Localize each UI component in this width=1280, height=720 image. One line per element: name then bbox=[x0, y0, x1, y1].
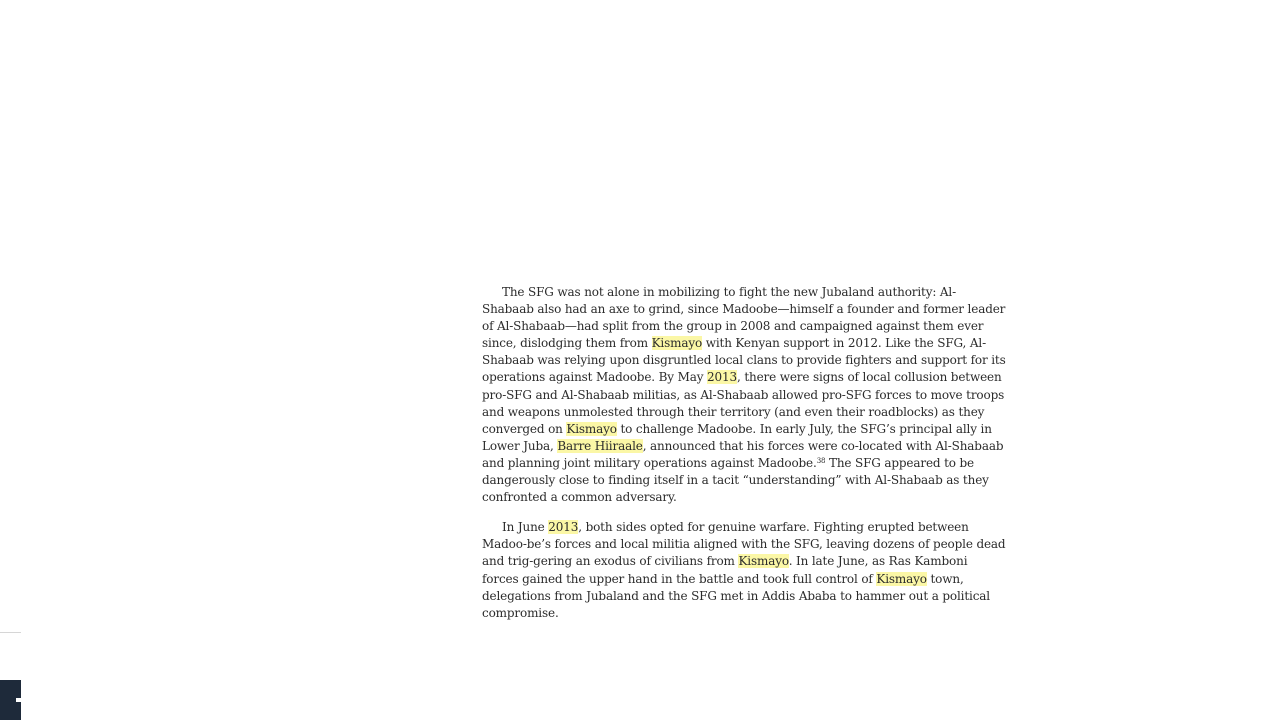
text-segment: to challenge Madoobe. In early July, the SFG’s principal ally in Lower Juba, bbox=[482, 421, 992, 453]
search-highlight[interactable]: Kismayo bbox=[651, 336, 703, 351]
search-highlight[interactable]: 2013 bbox=[707, 370, 737, 385]
text-segment: , both sides opted for genuine warfare. Fighting erupted between Madoo-be’s forces and local militia aligned with the SFG, leaving dozens of people dead and trig-gering an exodus of civilians from bbox=[482, 520, 1006, 569]
text-segment: . In late June, as Ras Kamboni forces gained the upper hand in the battle and took full control of bbox=[482, 554, 968, 586]
panel-icon bbox=[16, 698, 21, 702]
text-segment: The SFG was not alone in mobilizing to fight the new Jubaland authority: Al-Shabaab also had an axe to grind, since Madoobe—himself a founder and former leader of Al-Shabaab—had split from the group in 2008 and campaigned against them ever since, dislodging them from bbox=[482, 285, 1006, 351]
search-highlight[interactable]: 2013 bbox=[548, 520, 579, 535]
text-segment: town, delegations from Jubaland and the SFG met in Addis Ababa to hammer out a political compromise. bbox=[482, 571, 990, 620]
side-panel-toggle[interactable] bbox=[0, 680, 21, 720]
document-page bbox=[482, 284, 1006, 635]
text-segment: , there were signs of local collusion between pro-SFG and Al-Shabaab militias, as Al-Shabaab allowed pro-SFG forces to move troops and weapons unmolested through their territory (and even their roadblocks) as they converged on bbox=[482, 370, 1005, 436]
search-highlight[interactable]: Kismayo bbox=[738, 554, 789, 569]
text-segment: with Kenyan support in 2012. Like the SFG, Al-Shabaab was relying upon disgruntled local clans to provide fighters and support for its operations against Madoobe. By May bbox=[482, 336, 1006, 385]
search-highlight[interactable]: Barre Hiiraale bbox=[557, 438, 643, 453]
text-segment: In June bbox=[502, 520, 549, 535]
text-segment: The SFG appeared to be dangerously close to finding itself in a tacit “understanding” with Al-Shabaab as they confronted a common adversary. bbox=[482, 455, 989, 505]
search-highlight[interactable]: Kismayo bbox=[876, 571, 927, 586]
search-highlight[interactable]: Kismayo bbox=[566, 421, 617, 436]
paragraph-2 bbox=[482, 519, 1006, 622]
paragraph-1 bbox=[482, 284, 1006, 506]
divider bbox=[0, 632, 21, 633]
text-segment: , announced that his forces were co-located with Al-Shabaab and planning joint military operations against Madoobe. bbox=[482, 438, 1004, 470]
footnote-ref[interactable]: 38 bbox=[816, 456, 826, 465]
